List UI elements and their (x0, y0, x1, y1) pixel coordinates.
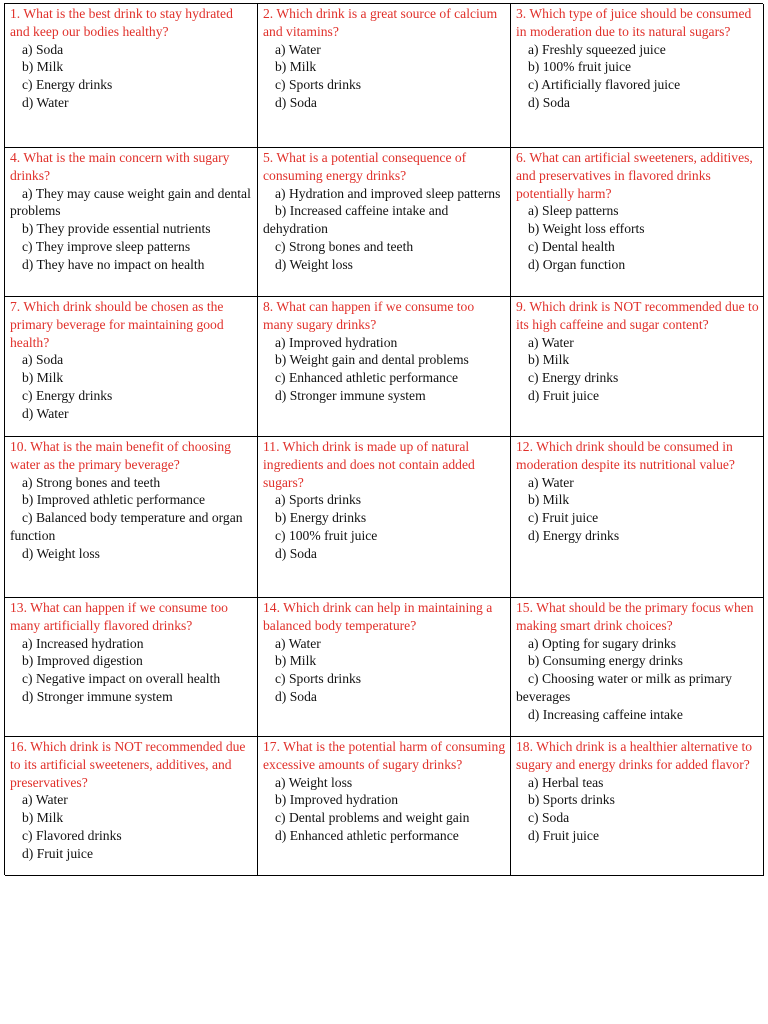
answer-option: a) Soda (22, 352, 64, 368)
question-card-5 (258, 148, 511, 297)
answer-option: c) Artificially flavored juice (528, 77, 681, 93)
answer-option: a) Strong bones and teeth (22, 474, 161, 490)
answer-option: d) Weight loss (22, 545, 100, 561)
answer-option: b) Improved digestion (22, 653, 143, 669)
question-card-8 (258, 297, 511, 437)
answer-option: c) Negative impact on overall health (22, 671, 221, 687)
question-card-17 (258, 737, 511, 876)
answer-option: b) Milk (22, 59, 64, 75)
answer-option: b) Improved athletic performance (22, 492, 206, 508)
answer-option: c) Sports drinks (275, 671, 362, 687)
answer-option: b) Increased caffeine intake and dehydration (263, 203, 449, 237)
answer-option: a) Water (528, 474, 574, 490)
answer-option: a) Increased hydration (22, 635, 144, 651)
answer-option: c) Flavored drinks (22, 827, 122, 843)
answer-option: d) They have no impact on health (22, 256, 205, 272)
answer-option: b) Weight gain and dental problems (275, 352, 469, 368)
answer-option: b) Milk (275, 653, 317, 669)
answer-option: c) Dental problems and weight gain (275, 810, 470, 826)
answer-option: d) Weight loss (275, 256, 353, 272)
answer-option: c) Energy drinks (22, 387, 113, 403)
answer-option: a) Improved hydration (275, 334, 398, 350)
answer-option: b) They provide essential nutrients (22, 221, 211, 237)
answer-option: d) Stronger immune system (22, 688, 173, 704)
answer-option: d) Energy drinks (528, 527, 620, 543)
answer-option: b) Energy drinks (275, 510, 367, 526)
answer-option: c) 100% fruit juice (275, 527, 378, 543)
answer-option: d) Increasing caffeine intake (528, 706, 683, 722)
question-text: 3. Which type of juice should be consumed in moderation due to its natural sugars? (516, 6, 752, 39)
question-card-9 (511, 297, 764, 437)
answer-option: c) Enhanced athletic performance (275, 370, 459, 386)
question-text: 14. Which drink can help in maintaining a balanced body temperature? (263, 600, 493, 633)
question-card-10 (5, 437, 258, 598)
answer-option: d) Stronger immune system (275, 387, 426, 403)
answer-option: a) Water (275, 41, 321, 57)
answer-option: a) Water (275, 635, 321, 651)
answer-option: b) Milk (275, 59, 317, 75)
question-card-18 (511, 737, 764, 876)
answer-option: a) Sleep patterns (528, 203, 619, 219)
answer-option: d) Fruit juice (528, 387, 599, 403)
quiz-grid (4, 3, 763, 875)
answer-option: c) Fruit juice (528, 510, 599, 526)
answer-option: a) Soda (22, 41, 64, 57)
answer-option: b) Milk (528, 352, 570, 368)
answer-option: d) Soda (275, 94, 317, 110)
answer-option: d) Fruit juice (22, 845, 93, 861)
answer-option: c) Dental health (528, 238, 615, 254)
answer-option: d) Soda (528, 94, 570, 110)
question-text: 18. Which drink is a healthier alternative to sugary and energy drinks for added flavor? (516, 739, 753, 772)
answer-option: c) Soda (528, 810, 570, 826)
answer-option: b) Weight loss efforts (528, 221, 645, 237)
question-text: 17. What is the potential harm of consuming excessive amounts of sugary drinks? (263, 739, 506, 772)
question-text: 1. What is the best drink to stay hydrated and keep our bodies healthy? (10, 6, 233, 39)
question-text: 8. What can happen if we consume too many sugary drinks? (263, 299, 475, 332)
answer-option: b) Consuming energy drinks (528, 653, 683, 669)
answer-option: a) Sports drinks (275, 492, 362, 508)
answer-option: c) Sports drinks (275, 77, 362, 93)
question-text: 9. Which drink is NOT recommended due to its high caffeine and sugar content? (516, 299, 759, 332)
question-text: 4. What is the main concern with sugary drinks? (10, 150, 230, 183)
answer-option: a) Weight loss (275, 774, 353, 790)
answer-option: a) They may cause weight gain and dental problems (10, 185, 251, 219)
answer-option: d) Organ function (528, 256, 626, 272)
answer-option: d) Soda (275, 688, 317, 704)
question-text: 16. Which drink is NOT recommended due to its artificial sweeteners, additives, and preservatives? (10, 739, 246, 790)
answer-option: a) Hydration and improved sleep patterns (275, 185, 501, 201)
question-card-13 (5, 598, 258, 737)
question-card-15 (511, 598, 764, 737)
answer-option: d) Enhanced athletic performance (275, 827, 459, 843)
question-text: 15. What should be the primary focus when making smart drink choices? (516, 600, 754, 633)
question-text: 11. Which drink is made up of natural ingredients and does not contain added sugars? (263, 439, 475, 490)
question-text: 7. Which drink should be chosen as the primary beverage for maintaining good health? (10, 299, 224, 350)
answer-option: a) Herbal teas (528, 774, 604, 790)
answer-option: b) Milk (22, 810, 64, 826)
answer-option: c) They improve sleep patterns (22, 238, 191, 254)
answer-option: b) Milk (528, 492, 570, 508)
answer-option: a) Water (22, 792, 68, 808)
question-card-7 (5, 297, 258, 437)
answer-option: b) Sports drinks (528, 792, 615, 808)
answer-option: d) Water (22, 405, 69, 421)
answer-option: c) Balanced body temperature and organ function (10, 510, 243, 543)
question-text: 10. What is the main benefit of choosing water as the primary beverage? (10, 439, 231, 472)
question-card-14 (258, 598, 511, 737)
answer-option: d) Soda (275, 545, 317, 561)
answer-option: c) Choosing water or milk as primary beverages (516, 671, 732, 704)
question-text: 12. Which drink should be consumed in moderation despite its nutritional value? (516, 439, 735, 472)
question-card-16 (5, 737, 258, 876)
question-text: 13. What can happen if we consume too many artificially flavored drinks? (10, 600, 228, 633)
question-card-11 (258, 437, 511, 598)
answer-option: b) Milk (22, 370, 64, 386)
answer-option: c) Strong bones and teeth (275, 238, 414, 254)
answer-option: a) Water (528, 334, 574, 350)
question-text: 5. What is a potential consequence of consuming energy drinks? (263, 150, 467, 183)
answer-option: a) Freshly squeezed juice (528, 41, 666, 57)
answer-option: d) Fruit juice (528, 827, 599, 843)
answer-option: c) Energy drinks (22, 77, 113, 93)
question-card-12 (511, 437, 764, 598)
question-card-1 (5, 4, 258, 148)
answer-option: a) Opting for sugary drinks (528, 635, 676, 651)
answer-option: c) Energy drinks (528, 370, 619, 386)
question-text: 2. Which drink is a great source of calcium and vitamins? (263, 6, 498, 39)
question-card-3 (511, 4, 764, 148)
question-card-2 (258, 4, 511, 148)
answer-option: b) 100% fruit juice (528, 59, 632, 75)
question-card-4 (5, 148, 258, 297)
question-text: 6. What can artificial sweeteners, additives, and preservatives in flavored drinks potentially harm? (516, 150, 753, 201)
answer-option: b) Improved hydration (275, 792, 399, 808)
answer-option: d) Water (22, 94, 69, 110)
question-card-6 (511, 148, 764, 297)
